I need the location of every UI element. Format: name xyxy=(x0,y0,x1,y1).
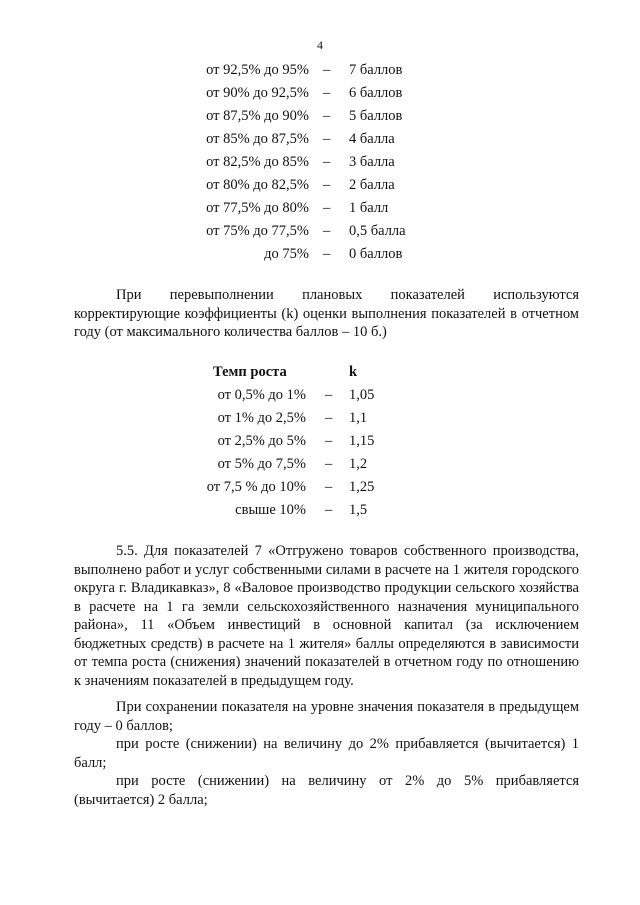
range-cell: от 7,5 % до 10% xyxy=(206,479,306,495)
range-cell: до 75% xyxy=(264,246,309,262)
dash-cell: – xyxy=(323,131,331,147)
range-cell: от 82,5% до 85% xyxy=(206,154,309,170)
header-rate: Темп роста xyxy=(213,364,287,380)
range-cell: от 80% до 82,5% xyxy=(206,177,309,193)
score-cell: 2 балла xyxy=(349,177,395,193)
score-cell: 0,5 балла xyxy=(349,223,406,239)
dash-cell: – xyxy=(323,85,331,101)
range-cell: от 2,5% до 5% xyxy=(217,433,306,449)
k-cell: 1,25 xyxy=(349,479,375,495)
dash-cell: – xyxy=(323,154,331,170)
k-cell: 1,2 xyxy=(349,456,368,472)
dash-cell: – xyxy=(323,177,331,193)
range-cell: свыше 10% xyxy=(235,502,306,518)
overfulfill-paragraph: При перевыполнении плановых показателей используются корректирующие коэффициенты (k) оценки выполнения показателей в отчетном году (от максимального количества баллов – 10 б.) xyxy=(74,287,579,340)
range-cell: от 90% до 92,5% xyxy=(206,85,309,101)
page-number: 4 xyxy=(317,38,323,52)
range-cell: от 0,5% до 1% xyxy=(217,387,306,403)
growth-2-paragraph: при росте (снижении) на величину до 2% прибавляется (вычитается) 1 балл; xyxy=(74,736,579,771)
range-cell: от 87,5% до 90% xyxy=(206,108,309,124)
keep-value-paragraph: При сохранении показателя на уровне значения показателя в предыдущем году – 0 баллов; xyxy=(74,699,579,734)
score-cell: 5 баллов xyxy=(349,108,403,124)
k-cell: 1,1 xyxy=(349,410,368,426)
growth-5-paragraph: при росте (снижении) на величину от 2% до 5% прибавляется (вычитается) 2 балла; xyxy=(74,773,579,808)
dash-cell: – xyxy=(325,387,333,403)
score-cell: 6 баллов xyxy=(349,85,403,101)
range-cell: от 1% до 2,5% xyxy=(217,410,306,426)
k-cell: 1,15 xyxy=(349,433,375,449)
range-cell: от 92,5% до 95% xyxy=(206,62,309,78)
dash-cell: – xyxy=(325,479,333,495)
dash-cell: – xyxy=(325,456,333,472)
dash-cell: – xyxy=(325,410,333,426)
dash-cell: – xyxy=(325,433,333,449)
section-5-5-paragraph: 5.5. Для показателей 7 «Отгружено товаров собственного производства, выполнено работ и услуг собственными силами в расчете на 1 жителя городского округа г. Владикавказ», 8 «Валовое производство продукции сельского хозяйства в расчете на 1 га земли сельскохозяйственного назначения муниципального района», 11 «Объем инвестиций в основной капитал (за исключением бюджетных средств) в расчете на 1 жителя» баллы определяются в зависимости от темпа роста (снижения) значений показателей в отчетном году по отношению к значениям показателей в предыдущем году. xyxy=(74,543,579,689)
score-cell: 1 балл xyxy=(349,200,389,216)
dash-cell: – xyxy=(323,223,331,239)
score-cell: 3 балла xyxy=(349,154,395,170)
k-cell: 1,05 xyxy=(349,387,375,403)
score-cell: 4 балла xyxy=(349,131,395,147)
range-cell: от 77,5% до 80% xyxy=(206,200,309,216)
range-cell: от 75% до 77,5% xyxy=(206,223,309,239)
range-cell: от 5% до 7,5% xyxy=(217,456,306,472)
dash-cell: – xyxy=(323,246,331,262)
dash-cell: – xyxy=(323,200,331,216)
header-k: k xyxy=(349,364,358,380)
dash-cell: – xyxy=(323,108,331,124)
score-cell: 0 баллов xyxy=(349,246,403,262)
dash-cell: – xyxy=(325,502,333,518)
k-cell: 1,5 xyxy=(349,502,368,518)
dash-cell: – xyxy=(323,62,331,78)
score-cell: 7 баллов xyxy=(349,62,403,78)
range-cell: от 85% до 87,5% xyxy=(206,131,309,147)
